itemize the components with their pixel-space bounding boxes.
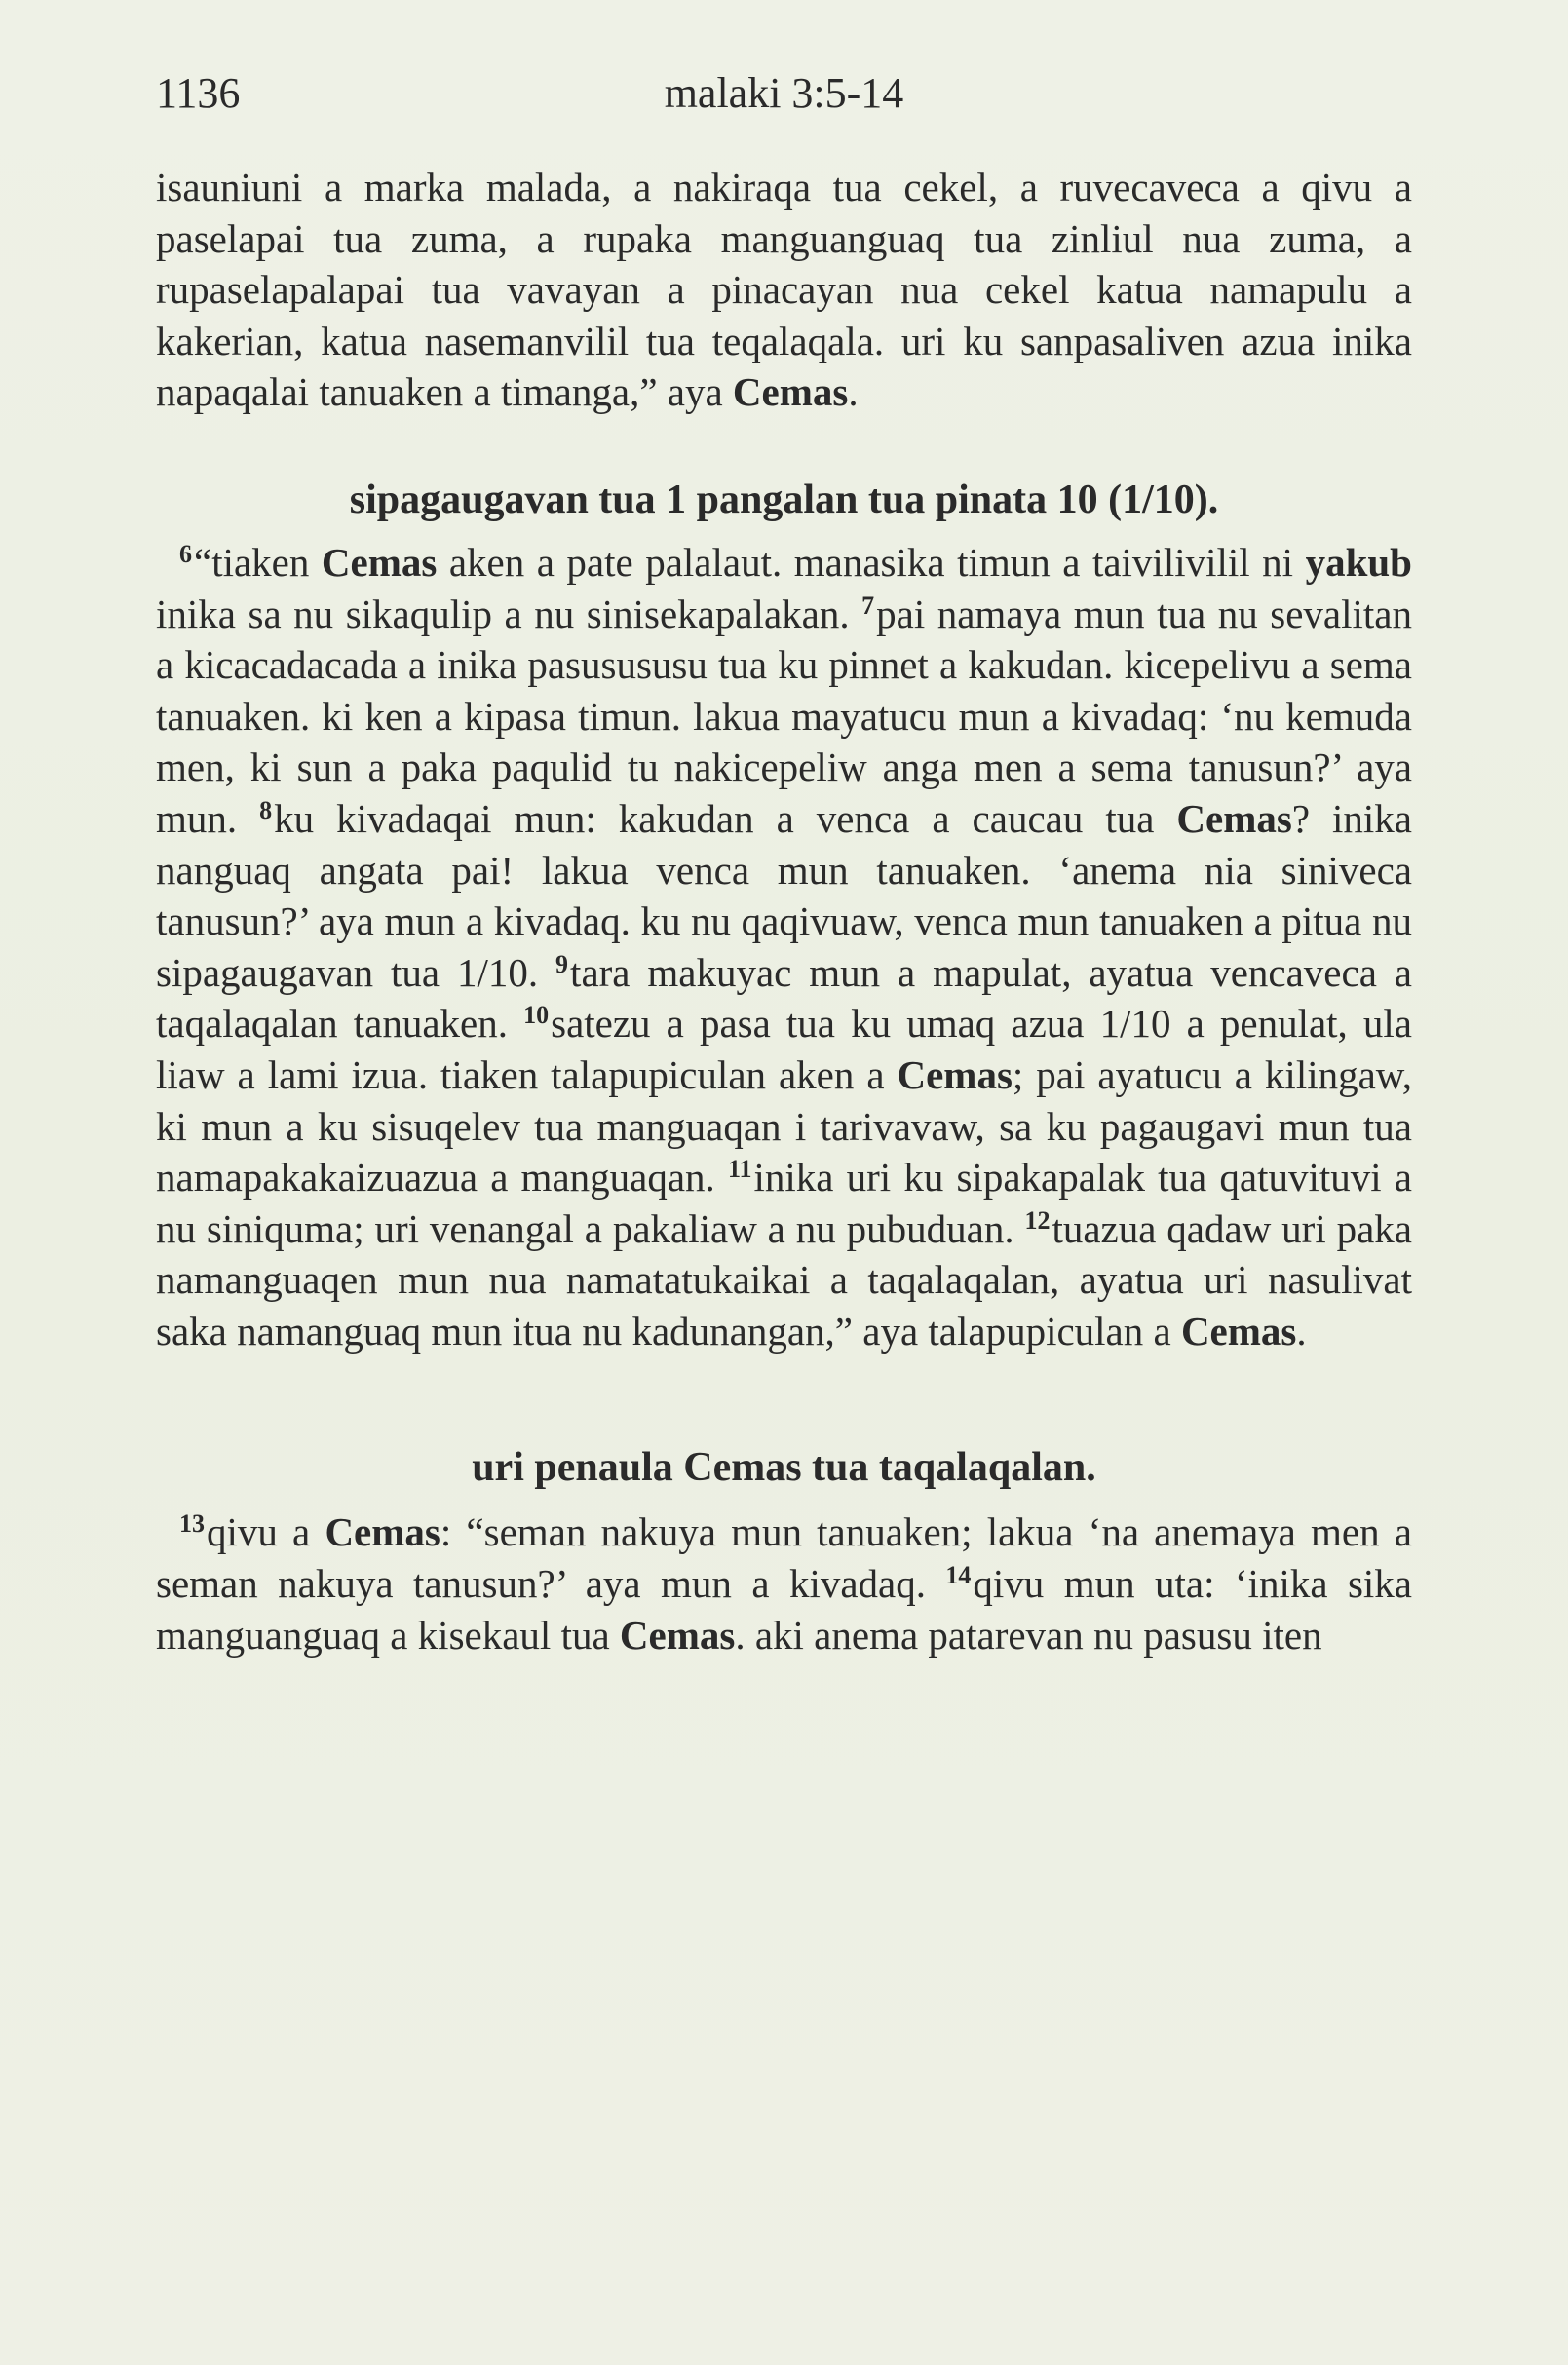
text-run: ku kivadaqai mun: kakudan a venca a caucau tua xyxy=(274,795,1177,841)
bold-word: yakub xyxy=(1305,539,1412,585)
text-run: . aki anema patarevan nu pasusu iten xyxy=(735,1612,1322,1658)
text-run: satezu a pasa tua ku umaq azua 1/10 a penulat, ula liaw a lami izua. tiaken talapupiculan aken a xyxy=(156,1001,1412,1097)
verse-number: 12 xyxy=(1024,1205,1051,1235)
verse-number: 11 xyxy=(727,1155,752,1184)
paragraph-verses-6-12 xyxy=(156,537,1412,1357)
text-run: ? inika nanguaq angata pai! lakua venca mun tanuaken. ‘anema nia siniveca tanusun?’ aya mun a kivadaq. ku nu qaqivuaw, venca mun tanuaken a pitua nu sipagaugavan tua 1/10. xyxy=(156,795,1412,995)
text-run: qivu mun uta: ‘inika sika manguanguaq a kisekaul tua xyxy=(156,1561,1412,1658)
text-run: tara makuyac mun a mapulat, ayatua vencaveca a taqalaqalan tanuaken. xyxy=(156,949,1412,1047)
text-run: tuazua qadaw uri paka namanguaqen mun nua namatatukaikai a taqalaqalan, ayatua uri nasulivat saka namanguaq mun itua nu kadunangan,” aya talapupiculan a xyxy=(156,1205,1412,1354)
text-run: . xyxy=(848,369,859,415)
section-heading: uri penaula Cemas tua taqalaqalan. xyxy=(472,1445,1096,1491)
text-run: isauniuni a marka malada, a nakiraqa tua cekel, a ruvecaveca a qivu a paselapai tua zuma, a rupaka manguanguaq tua zinliul nua zuma, a rupaselapalapai tua vavayan a pinacayan nua cekel katua namapulu a kakerian, katua nasemanvilil tua teqalaqala. uri ku sanpasaliven azua inika napaqalai tanuaken a timanga,” aya xyxy=(156,165,1412,415)
text-run: . xyxy=(1296,1308,1307,1354)
section-heading: sipagaugavan tua 1 pangalan tua pinata 10 (1/10). xyxy=(349,477,1219,522)
paragraph-verses-13-14 xyxy=(156,1507,1412,1660)
text-run: qivu a xyxy=(207,1509,325,1555)
text-run: aken a pate palalaut. manasika timun a taivilivilil ni xyxy=(437,539,1306,585)
bold-word: Cemas xyxy=(1176,795,1292,841)
text-run: inika uri ku sipakapalak tua qatuvituvi a nu siniquma; uri venangal a pakaliaw a nu pubuduan. xyxy=(156,1155,1412,1251)
text-run: ; pai ayatucu a kilingaw, ki mun a ku sisuqelev tua manguaqan i tarivavaw, sa ku pagaugavi mun tua namapakakaizuazua a manguaqan. xyxy=(156,1051,1412,1201)
page-header xyxy=(156,64,1412,123)
bold-word: Cemas xyxy=(1180,1308,1297,1354)
bold-word: Cemas xyxy=(325,1509,440,1555)
verse-number: 9 xyxy=(555,949,569,978)
bold-word: Cemas xyxy=(619,1612,736,1658)
verse-number: 10 xyxy=(523,1001,550,1030)
bold-word: Cemas xyxy=(321,539,438,585)
page-number: 1136 xyxy=(156,69,241,117)
verse-number: 6 xyxy=(179,539,192,568)
paragraph-continuation xyxy=(156,162,1412,418)
verse-number: 7 xyxy=(861,591,875,620)
text-body xyxy=(156,162,1412,1660)
text-run: inika sa nu sikaqulip a nu sinisekapalakan. xyxy=(156,591,862,636)
bold-word: Cemas xyxy=(732,369,849,415)
text-run: “tiaken xyxy=(194,539,322,585)
verse-number: 14 xyxy=(945,1561,972,1590)
verse-number: 13 xyxy=(179,1509,205,1539)
verse-number: 8 xyxy=(259,795,273,824)
text-run: : “seman nakuya mun tanuaken; lakua ‘na anemaya men a seman nakuya tanusun?’ aya mun a kivadaq. xyxy=(156,1509,1412,1607)
running-head: malaki 3:5-14 xyxy=(664,69,904,117)
bold-word: Cemas xyxy=(897,1051,1013,1097)
text-run: pai namaya mun tua nu sevalitan a kicacadacada a inika pasusususu tua ku pinnet a kakudan. kicepelivu a sema tanuaken. ki ken a kipasa timun. lakua mayatucu mun a kivadaq: ‘nu kemuda men, ki sun a paka paqulid tu nakicepeliw anga men a sema tanusun?’ aya mun. xyxy=(156,591,1412,841)
